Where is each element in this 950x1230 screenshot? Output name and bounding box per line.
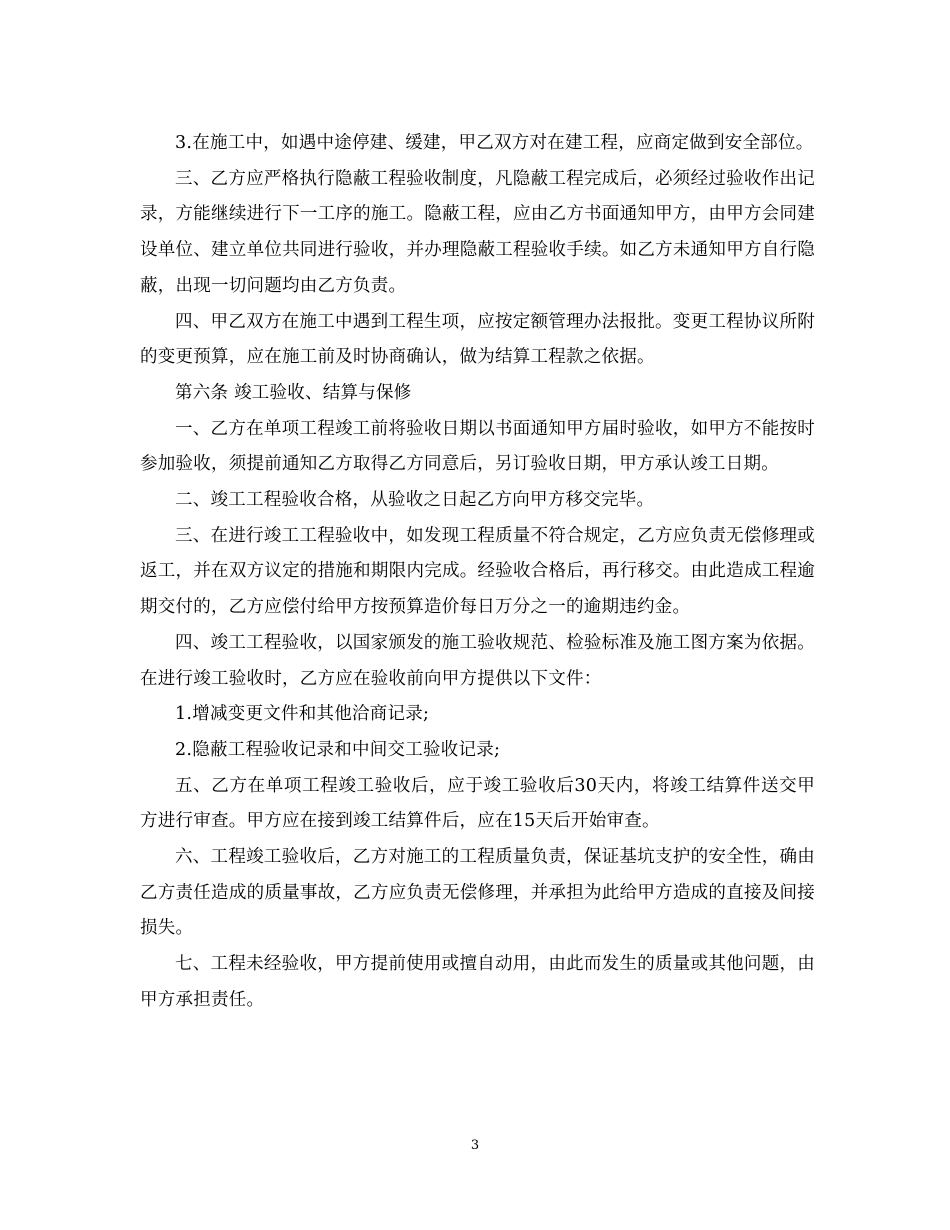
- page-number: 3: [470, 1138, 480, 1153]
- list-item-change-documents: 1.增减变更文件和其他洽商记录;: [175, 704, 430, 725]
- paragraph-final-settlement: 五、乙方在单项工程竣工验收后，应于竣工验收后30天内，将竣工结算件送交甲方进行审查。甲方应在接到竣工结算件后，应在15天后开始审查。: [140, 775, 815, 832]
- paragraph-quality-liability: 六、工程竣工验收后，乙方对施工的工程质量负责，保证基坑支护的安全性，确由乙方责任造成的质量事故，乙方应负责无偿修理，并承担为此给甲方造成的直接及间接损失。: [140, 847, 815, 939]
- article-six-heading: 第六条 竣工验收、结算与保修: [175, 382, 412, 403]
- paragraph-handover: 二、竣工工程验收合格，从验收之日起乙方向甲方移交完毕。: [175, 490, 655, 511]
- paragraph-acceptance-basis: 四、竣工工程验收，以国家颁发的施工验收规范、检验标准及施工图方案为依据。在进行竣工验收时，乙方应在验收前向甲方提供以下文件：: [140, 632, 815, 689]
- paragraph-change-approval: 四、甲乙双方在施工中遇到工程生项，应按定额管理办法报批。变更工程协议所附的变更预算，应在施工前及时协商确认，做为结算工程款之依据。: [140, 311, 815, 368]
- document-body: [140, 126, 815, 1019]
- paragraph-quality-rework: 三、在进行竣工工程验收中，如发现工程质量不符合规定，乙方应负责无偿修理或返工，并在双方议定的措施和期限内完成。经验收合格后，再行移交。由此造成工程逾期交付的，乙方应偿付给甲方按预算造价每日万分之一的逾期违约金。: [140, 525, 815, 618]
- paragraph-suspension-safety: 3.在施工中，如遇中途停建、缓建，甲乙双方对在建工程，应商定做到安全部位。: [175, 133, 814, 153]
- paragraph-completion-notice: 一、乙方在单项工程竣工前将验收日期以书面通知甲方届时验收，如甲方不能按时参加验收，须提前通知乙方取得乙方同意后，另订验收日期，甲方承认竣工日期。: [140, 418, 815, 475]
- paragraph-early-use: 七、工程未经验收，甲方提前使用或擅自动用，由此而发生的质量或其他问题，由甲方承担责任。: [140, 954, 815, 1010]
- list-item-concealed-records: 2.隐蔽工程验收记录和中间交工验收记录;: [175, 739, 501, 760]
- paragraph-concealed-works-acceptance: 三、乙方应严格执行隐蔽工程验收制度，凡隐蔽工程完成后，必须经过验收作出记录，方能继续进行下一工序的施工。隐蔽工程，应由乙方书面通知甲方，由甲方会同建设单位、建立单位共同进行验收，并办理隐蔽工程验收手续。如乙方未通知甲方自行隐蔽，出现一切问题均由乙方负责。: [140, 168, 815, 296]
